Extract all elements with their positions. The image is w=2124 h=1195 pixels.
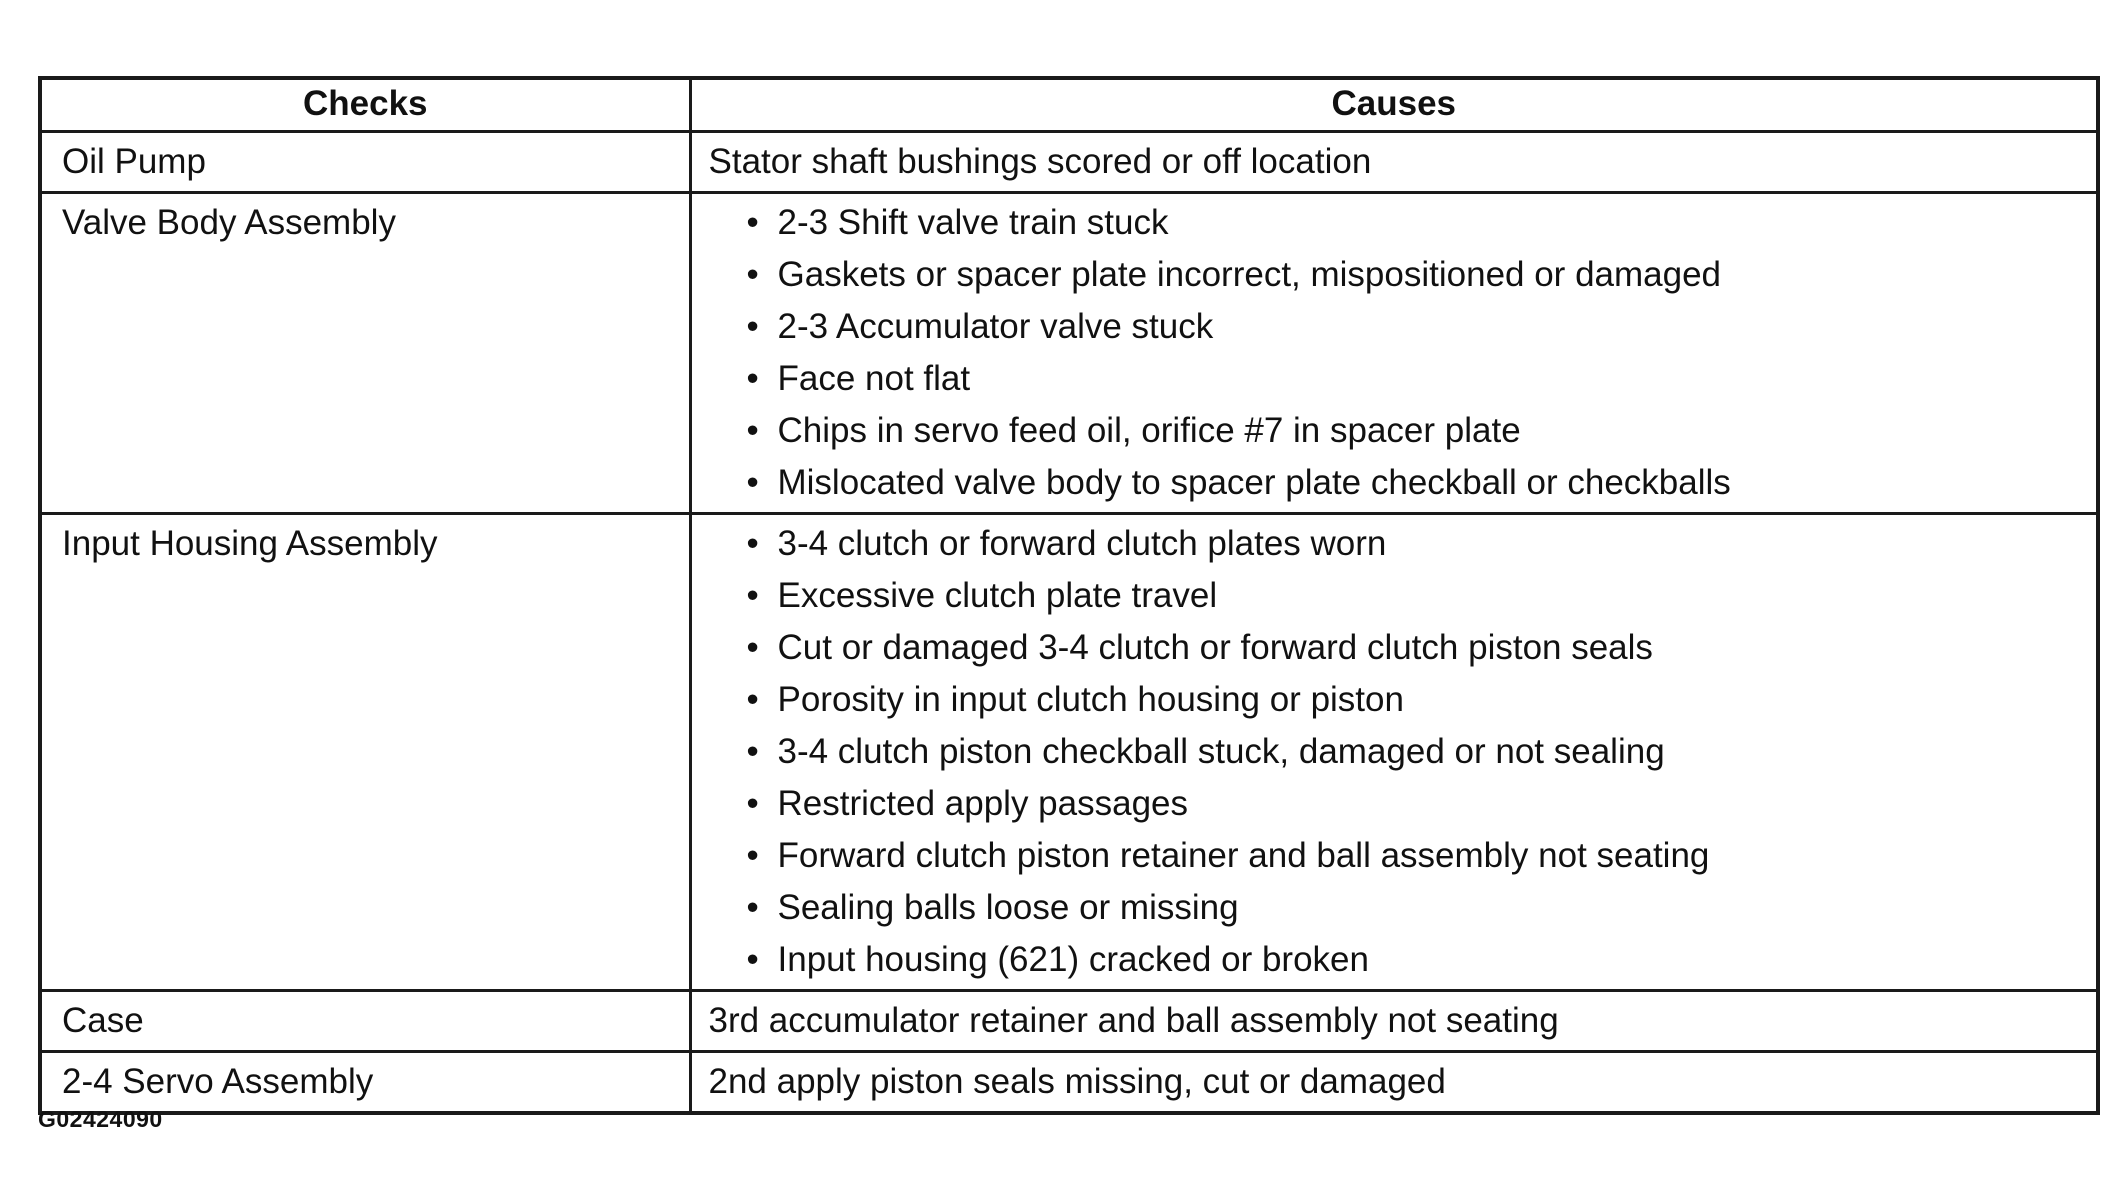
cause-item: • Mislocated valve body to spacer plate checkball or checkballs	[692, 457, 2097, 509]
cause-item: • 2-3 Accumulator valve stuck	[692, 301, 2097, 353]
cause-item: • Sealing balls loose or missing	[692, 882, 2097, 934]
table-row	[40, 193, 2098, 514]
cause-item: • 3-4 clutch or forward clutch plates worn	[692, 518, 2097, 570]
cause-list	[692, 515, 2097, 989]
cause-cell	[690, 514, 2098, 991]
causes-header: Causes	[690, 78, 2098, 132]
check-cell: Case	[40, 991, 690, 1052]
cause-item: • Face not flat	[692, 353, 2097, 405]
check-cell: 2-4 Servo Assembly	[40, 1052, 690, 1114]
table-header-row	[40, 78, 2098, 132]
diagnosis-table	[38, 76, 2100, 1115]
table-row	[40, 991, 2098, 1052]
cause-list	[692, 194, 2097, 512]
cause-item: • Cut or damaged 3-4 clutch or forward clutch piston seals	[692, 622, 2097, 674]
figure-id: G02424090	[38, 1106, 163, 1132]
cause-item: • Excessive clutch plate travel	[692, 570, 2097, 622]
cause-item: • 3-4 clutch piston checkball stuck, damaged or not sealing	[692, 726, 2097, 778]
table-row	[40, 514, 2098, 991]
cause-cell: 3rd accumulator retainer and ball assembly not seating	[690, 991, 2098, 1052]
check-cell: Input Housing Assembly	[40, 514, 690, 991]
checks-header: Checks	[40, 78, 690, 132]
cause-item: • Gaskets or spacer plate incorrect, mispositioned or damaged	[692, 249, 2097, 301]
cause-item: • Porosity in input clutch housing or piston	[692, 674, 2097, 726]
table-row	[40, 132, 2098, 193]
cause-cell: 2nd apply piston seals missing, cut or damaged	[690, 1052, 2098, 1114]
check-cell: Oil Pump	[40, 132, 690, 193]
cause-item: • Forward clutch piston retainer and ball assembly not seating	[692, 830, 2097, 882]
check-cell: Valve Body Assembly	[40, 193, 690, 514]
cause-cell: Stator shaft bushings scored or off location	[690, 132, 2098, 193]
cause-item: • Restricted apply passages	[692, 778, 2097, 830]
cause-item: • Chips in servo feed oil, orifice #7 in spacer plate	[692, 405, 2097, 457]
cause-item: • 2-3 Shift valve train stuck	[692, 197, 2097, 249]
cause-item: • Input housing (621) cracked or broken	[692, 934, 2097, 986]
table-row	[40, 1052, 2098, 1114]
cause-cell	[690, 193, 2098, 514]
